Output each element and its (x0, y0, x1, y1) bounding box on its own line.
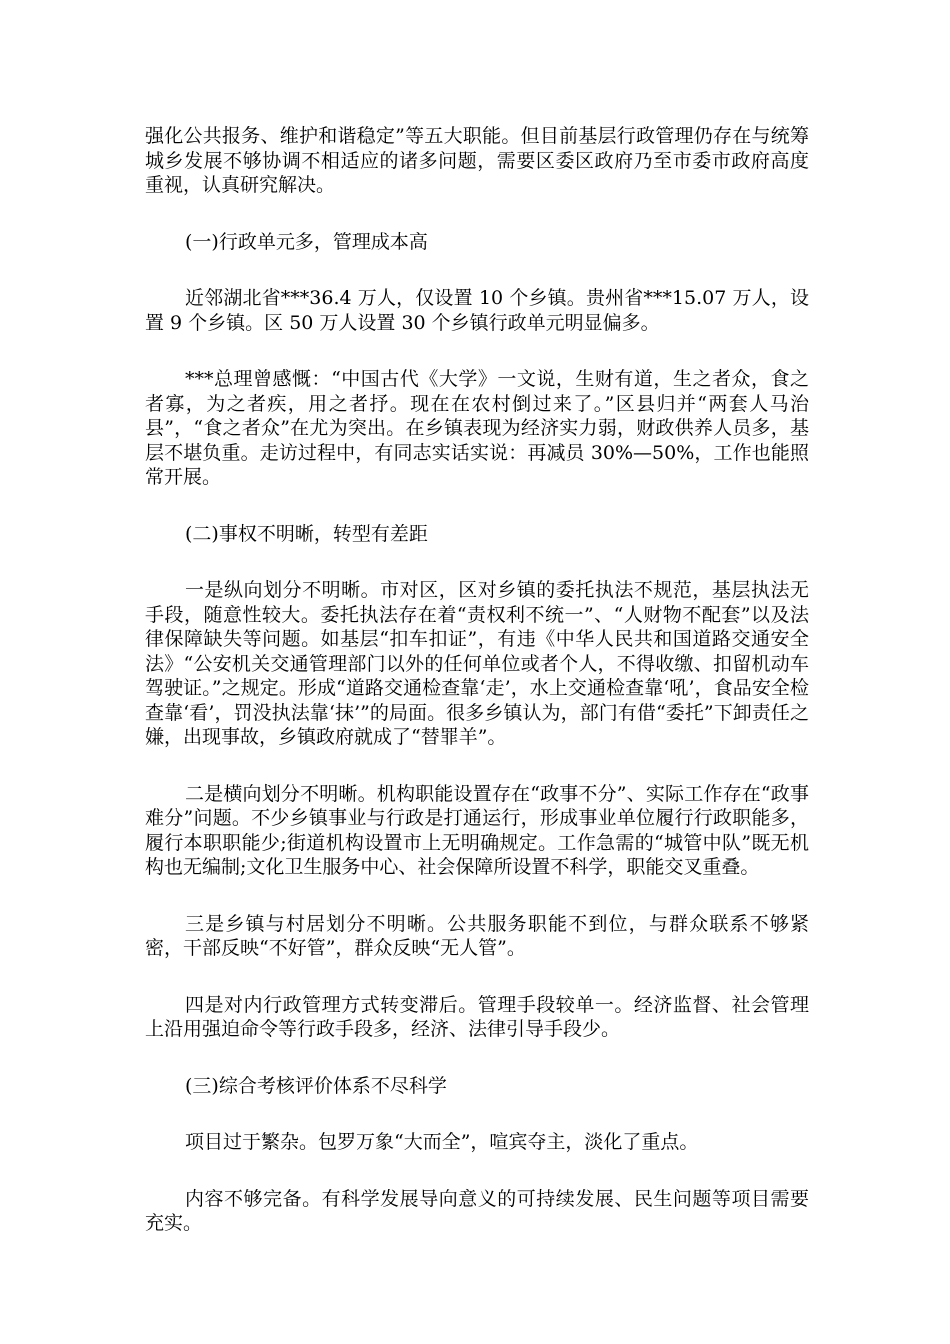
paragraph-horizontal-division: 二是横向划分不明晰。机构职能设置存在“政事不分”、实际工作存在“政事难分”问题。不少乡镇事业与行政是打通运行，形成事业单位履行行政职能多，履行本职职能少;街道机构设置市上无明确规定。工作急需的“城管中队”既无机构也无编制;文化卫生服务中心、社会保障所设置不科学，职能交叉重叠。 (145, 782, 809, 878)
paragraph-premier-quote: ***总理曾感慨：“中国古代《大学》一文说，生财有道，生之者众，食之者寡，为之者疾，用之者抒。现在在农村倒过来了。”区县归并“两套人马治县”，“食之者众”在尤为突出。在乡镇表现为经济实力弱，财政供养人员多，基层不堪负重。走访过程中，有同志实话实说：再减员 30%—50%，工作也能照常开展。 (145, 368, 809, 488)
paragraph-items-complex: 项目过于繁杂。包罗万象“大而全”，喧宾夺主，淡化了重点。 (185, 1131, 699, 1153)
document-page (145, 124, 809, 1268)
paragraph-intro: 强化公共报务、维护和谐稳定”等五大职能。但目前基层行政管理仍存在与统筹城乡发展不够协调不相适应的诸多问题，需要区委区政府乃至市委市政府高度重视，认真研究解决。 (145, 125, 809, 196)
section-heading-3: (三)综合考核评价体系不尽科学 (185, 1074, 447, 1097)
section-heading-1: (一)行政单元多，管理成本高 (185, 230, 428, 253)
paragraph-content-incomplete: 内容不够完备。有科学发展导向意义的可持续发展、民生问题等项目需要充实。 (145, 1187, 809, 1234)
paragraph-town-village-division: 三是乡镇与村居划分不明晰。公共服务职能不到位，与群众联系不够紧密，干部反映“不好管”，群众反映“无人管”。 (145, 912, 809, 959)
section-heading-2: (二)事权不明晰，转型有差距 (185, 522, 428, 545)
paragraph-hubei-comparison: 近邻湖北省***36.4 万人，仅设置 10 个乡镇。贵州省***15.07 万人，设置 9 个乡镇。区 50 万人设置 30 个乡镇行政单元明显偏多。 (145, 287, 809, 334)
paragraph-internal-management: 四是对内行政管理方式转变滞后。管理手段较单一。经济监督、社会管理上沿用强迫命令等行政手段多，经济、法律引导手段少。 (145, 993, 809, 1040)
paragraph-vertical-division: 一是纵向划分不明晰。市对区，区对乡镇的委托执法不规范，基层执法无手段，随意性较大。委托执法存在着“责权利不统一”、“人财物不配套”以及法律保障缺失等问题。如基层“扣车扣证”，有违《中华人民共和国道路交通安全法》“公安机关交通管理部门以外的任何单位或者个人，不得收缴、扣留机动车驾驶证。”之规定。形成“道路交通检查靠‘走’，水上交通检查靠‘吼’，食品安全检查靠‘看’，罚没执法靠‘抹’”的局面。很多乡镇认为，部门有借“委托”下卸责任之嫌，出现事故，乡镇政府就成了“替罪羊”。 (145, 579, 809, 748)
